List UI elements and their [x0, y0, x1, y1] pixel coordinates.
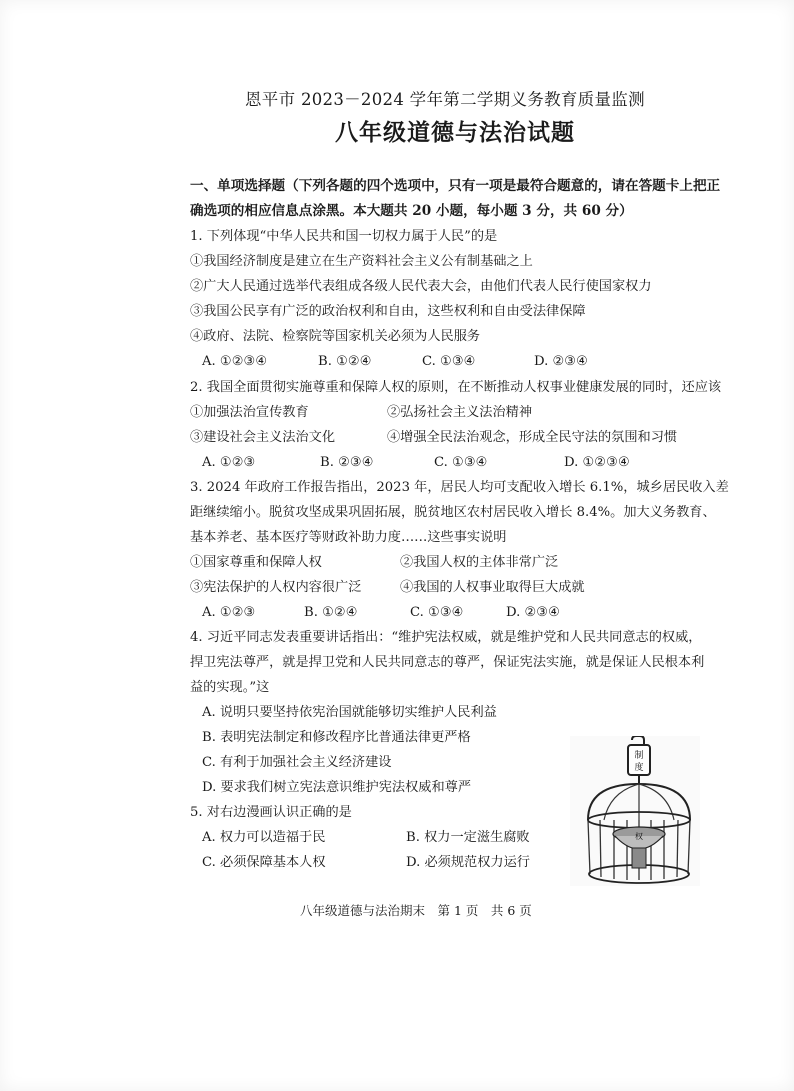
power-cage-cartoon: [570, 736, 700, 886]
page-footer: 八年级道德与法治期末 第 1 页 共 6 页: [300, 903, 532, 918]
q3-option-b: B. ①②④: [304, 605, 358, 620]
q4-option-a: A. 说明只要坚持依宪治国就能够切实维护人民利益: [202, 705, 497, 720]
q1-statement-3: ③我国公民享有广泛的政治权利和自由，这些权利和自由受法律保障: [190, 304, 586, 319]
section-heading: 一、单项选择题（下列各题的四个选项中，只有一项是最符合题意的，请在答题卡上把正: [190, 178, 721, 194]
q3-stem-line-3: 基本养老、基本医疗等财政补助力度……这些事实说明: [190, 530, 507, 545]
q2-option-d: D. ①②③④: [564, 455, 630, 470]
q3-option-a: A. ①②③: [202, 605, 256, 620]
q5-option-b: B. 权力一定滋生腐败: [406, 830, 530, 845]
q1-statement-4: ④政府、法院、检察院等国家机关必须为人民服务: [190, 329, 481, 344]
power-figure-stand: [632, 848, 646, 868]
exam-title: 恩平市 2023－2024 学年第二学期义务教育质量监测: [245, 90, 645, 109]
q3-option-d: D. ②③④: [506, 605, 560, 620]
q1-option-c: C. ①③④: [422, 354, 476, 369]
q2-stem: 2. 我国全面贯彻实施尊重和保障人权的原则，在不断推动人权事业健康发展的同时，还应该: [190, 380, 722, 395]
q1-option-d: D. ②③④: [534, 354, 588, 369]
lock-text-1: 制: [634, 751, 644, 761]
q2-option-b: B. ②③④: [320, 455, 374, 470]
q2-option-a: A. ①②③: [202, 455, 256, 470]
q4-option-c: C. 有利于加强社会主义经济建设: [202, 755, 392, 770]
q3-statement-1: ①国家尊重和保障人权: [190, 555, 322, 570]
power-label: 权: [635, 832, 643, 841]
q4-stem-line-2: 捍卫宪法尊严，就是捍卫党和人民共同意志的尊严，保证宪法实施，就是保证人民根本利: [190, 655, 705, 670]
q5-option-d: D. 必须规范权力运行: [406, 855, 530, 870]
q1-stem: 1. 下列体现“中华人民共和国一切权力属于人民”的是: [190, 229, 498, 244]
q3-statement-4: ④我国的人权事业取得巨大成就: [400, 580, 585, 595]
q5-option-c: C. 必须保障基本人权: [202, 855, 326, 870]
q2-statement-1: ①加强法治宣传教育: [190, 405, 309, 420]
q1-statement-1: ①我国经济制度是建立在生产资料社会主义公有制基础之上: [190, 254, 533, 269]
q4-option-d: D. 要求我们树立宪法意识维护宪法权威和尊严: [202, 780, 472, 795]
q2-statement-2: ②弘扬社会主义法治精神: [387, 405, 533, 420]
q1-option-a: A. ①②③④: [202, 354, 268, 369]
q5-option-a: A. 权力可以造福于民: [202, 830, 326, 845]
q3-statement-3: ③宪法保护的人权内容很广泛: [190, 580, 362, 595]
q1-option-b: B. ①②④: [318, 354, 372, 369]
q3-option-c: C. ①③④: [410, 605, 464, 620]
q2-option-c: C. ①③④: [434, 455, 488, 470]
q4-option-b: B. 表明宪法制定和修改程序比普通法律更严格: [202, 730, 471, 745]
q5-stem: 5. 对右边漫画认识正确的是: [190, 805, 352, 820]
q2-statement-3: ③建设社会主义法治文化: [190, 430, 336, 445]
q3-statement-2: ②我国人权的主体非常广泛: [400, 555, 559, 570]
q4-stem-line-3: 益的实现。”这: [190, 680, 270, 695]
q2-statement-4: ④增强全民法治观念，形成全民守法的氛围和习惯: [387, 430, 678, 445]
q3-stem-line-2: 距继续缩小。脱贫攻坚成果巩固拓展，脱贫地区农村居民收入增长 8.4%。加大义务教育、: [190, 505, 716, 520]
section-heading-continued: 确选项的相应信息点涂黑。本大题共 20 小题，每小题 3 分，共 60 分）: [190, 203, 633, 219]
q3-stem-line-1: 3. 2024 年政府工作报告指出，2023 年，居民人均可支配收入增长 6.1%，城乡居民收入差: [190, 480, 729, 495]
exam-subtitle: 八年级道德与法治试题: [335, 119, 575, 146]
q4-stem-line-1: 4. 习近平同志发表重要讲话指出：“维护宪法权威，就是维护党和人民共同意志的权威，: [190, 630, 702, 645]
q1-statement-2: ②广大人民通过选举代表组成各级人民代表大会，由他们代表人民行使国家权力: [190, 279, 652, 294]
lock-text-2: 度: [634, 763, 644, 773]
